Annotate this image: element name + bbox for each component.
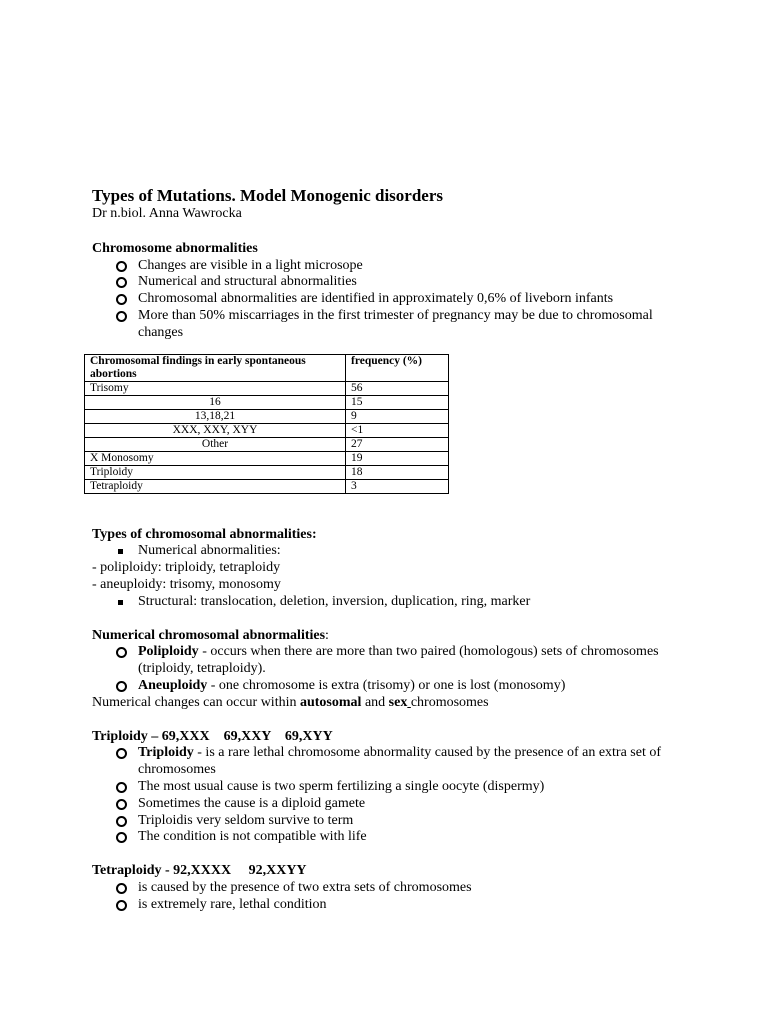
table-cell: 27 [346,437,449,451]
table-cell: X Monosomy [85,451,346,465]
poliploidy-term: Poliploidy [138,644,199,660]
list-item: Structural: translocation, deletion, inversion, duplication, ring, marker [92,594,692,611]
table-cell: Trisomy [85,381,346,395]
aneuploidy-line: - aneuploidy: trisomy, monosomy [92,576,281,592]
note-and: and [361,694,389,710]
types-list-structural [92,594,692,611]
list-item: The most usual cause is two sperm fertilizing a single oocyte (dispermy) [92,779,692,796]
table-cell: 56 [346,381,449,395]
list-item [92,678,692,695]
note-text: Numerical changes can occur within [92,694,300,710]
table-row [85,409,449,423]
table-cell: <1 [346,423,449,437]
numerical-list [92,644,692,694]
chromosome-abnormalities-list [92,258,692,342]
table-cell: Other [85,437,346,451]
table-row [85,395,449,409]
table-row [85,479,449,493]
numerical-heading-line [92,628,692,645]
aneuploidy-text: - one chromosome is extra (trisomy) or one is lost (monosomy) [207,677,566,693]
table-cell: 19 [346,451,449,465]
table-row [85,423,449,437]
tetraploidy-section [92,863,692,913]
list-item: Changes are visible in a light microsope [92,258,692,275]
poliploidy-line: - poliploidy: triploidy, tetraploidy [92,560,281,576]
list-item: Numerical abnormalities: [92,543,692,560]
types-section [92,527,692,611]
types-heading: Types of chromosomal abnormalities: [92,526,317,542]
note-autosomal: autosomal [299,694,362,710]
list-item: More than 50% miscarriages in the first trimester of pregnancy may be due to chromosomal changes [92,308,692,342]
triploidy-heading: Triploidy – 69,XXX 69,XXY 69,XYY [92,728,333,744]
numerical-heading-colon: : [325,627,329,643]
triploidy-text: - is a rare lethal chromosome abnormality caused by the presence of an extra set of chromosomes [138,745,662,778]
types-list-numerical [92,543,692,560]
list-item: is extremely rare, lethal condition [92,897,692,914]
table-cell: 3 [346,479,449,493]
table-row [85,381,449,395]
table-row [85,465,449,479]
table-cell: 13,18,21 [85,409,346,423]
table-cell: Triploidy [85,465,346,479]
table-row [85,451,449,465]
numerical-note [92,695,692,712]
table-cell: 15 [346,395,449,409]
list-item [92,745,692,779]
list-item: Sometimes the cause is a diploid gamete [92,796,692,813]
document-author: Dr n.biol. Anna Wawrocka [92,206,242,221]
triploidy-list [92,745,692,846]
table-cell: Tetraploidy [85,479,346,493]
note-sex: sex [388,694,408,710]
triploidy-section [92,729,692,847]
triploidy-term: Triploidy [138,745,194,761]
poliploidy-text: - occurs when there are more than two paired (homologous) sets of chromosomes (triploidy, tetraploidy). [138,644,659,677]
table-cell: 16 [85,395,346,409]
list-item [92,644,692,678]
list-item: Chromosomal abnormalities are identified in approximately 0,6% of liveborn infants [92,291,692,308]
table-header-findings: Chromosomal findings in early spontaneous abortions [85,354,346,381]
list-item: The condition is not compatible with life [92,829,692,846]
chromosome-abnormalities-heading: Chromosome abnormalities [92,240,258,256]
table-header-frequency: frequency (%) [346,354,449,381]
tetraploidy-heading: Tetraploidy - 92,XXXX 92,XXYY [92,863,307,879]
list-item: Triploidis very seldom survive to term [92,813,692,830]
spontaneous-abortions-table [84,354,449,494]
note-chromosomes: chromosomes [410,694,489,710]
table-header-row [85,354,449,381]
table-cell: XXX, XXY, XYY [85,423,346,437]
numerical-section [92,628,692,712]
table-row [85,437,449,451]
aneuploidy-term: Aneuploidy [138,677,208,693]
document-title: Types of Mutations. Model Monogenic disorders [92,186,444,205]
list-item: is caused by the presence of two extra sets of chromosomes [92,880,692,897]
table-cell: 18 [346,465,449,479]
list-item: Numerical and structural abnormalities [92,274,692,291]
numerical-heading: Numerical chromosomal abnormalities [92,627,326,643]
table-cell: 9 [346,409,449,423]
tetraploidy-list [92,880,692,914]
document-page [92,186,692,914]
